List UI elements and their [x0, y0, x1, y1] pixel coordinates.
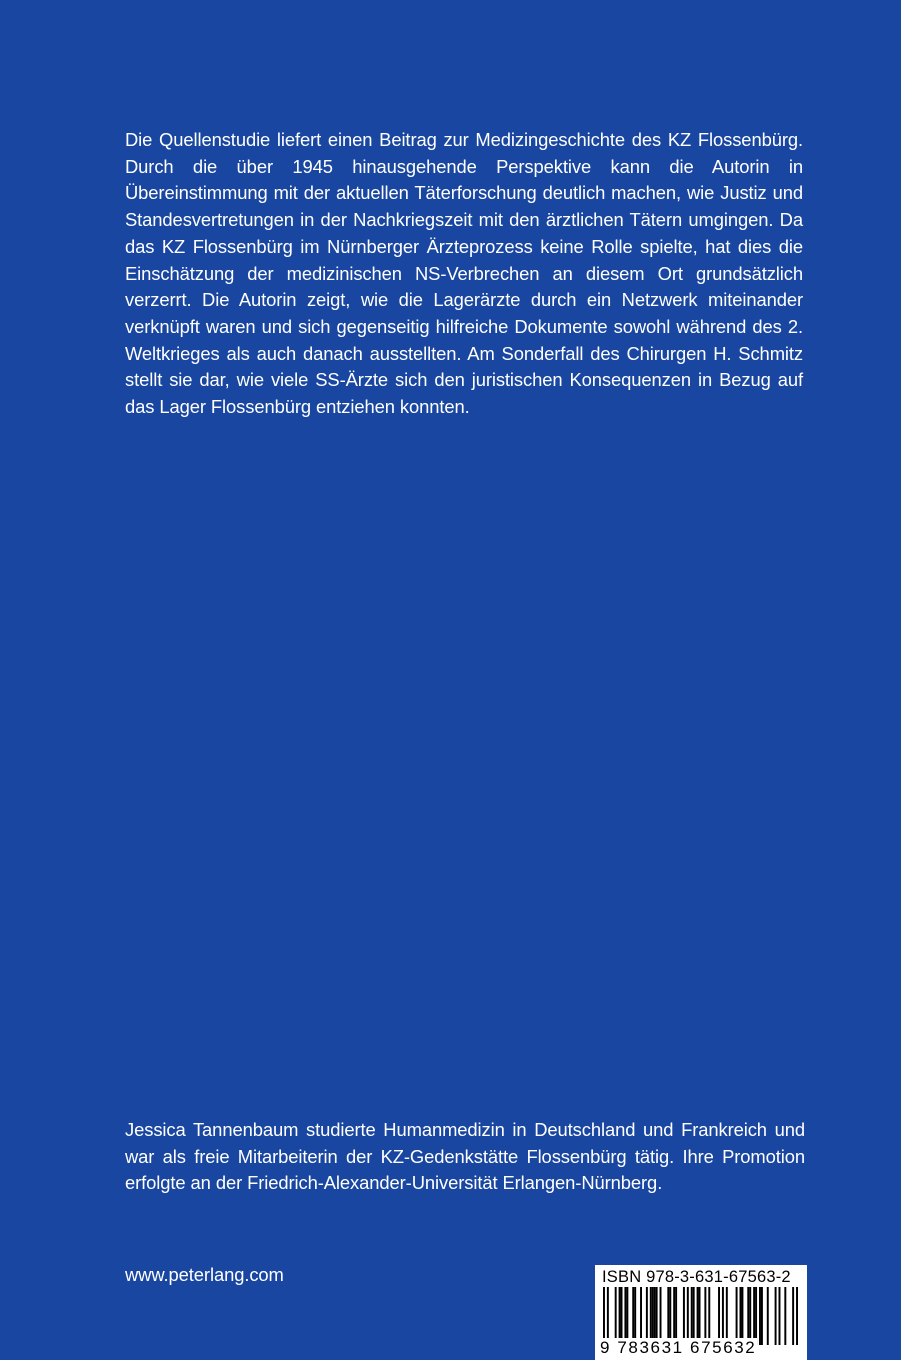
barcode-bar: [722, 1287, 724, 1345]
barcode-bar: [753, 1287, 755, 1345]
barcode-bar: [755, 1287, 757, 1345]
barcode-bar: [603, 1287, 605, 1345]
barcode-bar: [749, 1287, 751, 1345]
barcode-bar: [621, 1287, 623, 1345]
isbn-label: ISBN 978-3-631-67563-2: [602, 1268, 791, 1286]
barcode-bar: [747, 1287, 749, 1345]
barcode-digits-text: 9 783631 675632: [600, 1338, 757, 1357]
barcode-bar: [615, 1287, 617, 1345]
barcode-bar: [740, 1287, 742, 1345]
barcode-bar: [652, 1287, 654, 1345]
barcode-bar: [697, 1287, 699, 1345]
barcode-bar: [683, 1287, 685, 1345]
barcode-bar: [654, 1287, 656, 1345]
isbn-barcode: [595, 1265, 807, 1360]
barcode-bar: [675, 1287, 677, 1345]
author-biography: Jessica Tannenbaum studierte Humanmedizin in Deutschland und Frankreich und war als freie Mitarbeiterin der KZ-Gedenkstätte Flossenbürg tätig. Ihre Promotion erfolgte an der Friedrich-Alexander-Universität Erlangen-Nürnberg.: [125, 1119, 805, 1194]
barcode-bar: [775, 1287, 777, 1345]
barcode-bar: [624, 1287, 626, 1345]
barcode-bar: [607, 1287, 609, 1345]
barcode-bar: [699, 1287, 701, 1345]
barcode-bar: [792, 1287, 794, 1345]
barcode-bar: [693, 1287, 695, 1345]
barcode-bar: [687, 1287, 689, 1345]
barcode-bar: [761, 1287, 763, 1345]
barcode-bar: [741, 1287, 743, 1345]
barcode-bar: [619, 1287, 621, 1345]
barcode-bar: [767, 1287, 769, 1345]
barcode-bar: [626, 1287, 628, 1345]
barcode-bar: [634, 1287, 636, 1345]
barcode-bar: [669, 1287, 671, 1345]
barcode-bar: [673, 1287, 675, 1345]
barcode-bar: [736, 1287, 738, 1345]
publisher-website[interactable]: www.peterlang.com: [125, 1264, 284, 1285]
barcode-bar: [691, 1287, 693, 1345]
barcode-bar: [779, 1287, 781, 1345]
barcode-bar: [708, 1287, 710, 1345]
barcode-bar: [656, 1287, 658, 1345]
barcode-bar: [650, 1287, 652, 1345]
barcode-digits: [599, 1338, 805, 1358]
book-description: Die Quellenstudie liefert einen Beitrag zur Medizingeschichte des KZ Flossenbürg. Durch die über 1945 hinausgehende Perspektive kann die Autorin in Übereinstimmung mit der aktuellen Täterforschung deutlich machen, wie Justiz und Standesvertretungen in der Nachkriegszeit mit den ärztlichen Tätern umgingen. Da das KZ Flossenbürg im Nürnberger Ärzteprozess keine Rolle spielte, hat dies die Einschätzung der medizinischen NS-Verbrechen an diesem Ort grundsätzlich verzerrt. Die Autorin zeigt, wie die Lagerärzte durch ein Netzwerk miteinander verknüpft waren und sich gegenseitig hilfreiche Dokumente sowohl während des 2. Weltkrieges als auch danach ausstellten. Am Sonderfall des Chirurgen H. Schmitz stellt sie dar, wie viele SS-Ärzte sich den juristischen Konsequenzen in Bezug auf das Lager Flossenbürg entziehen konnten.: [125, 129, 803, 418]
barcode-bar: [632, 1287, 634, 1345]
barcode-bar: [759, 1287, 761, 1345]
barcode-bar: [667, 1287, 669, 1345]
barcode-bar: [640, 1287, 642, 1345]
barcode-bar: [718, 1287, 720, 1345]
barcode-bar: [726, 1287, 728, 1345]
barcode-bar: [646, 1287, 648, 1345]
barcode-bar: [704, 1287, 706, 1345]
barcode-bar: [796, 1287, 798, 1345]
barcode-bar: [784, 1287, 786, 1345]
barcode-icon: [595, 1287, 807, 1345]
barcode-bar: [660, 1287, 662, 1345]
